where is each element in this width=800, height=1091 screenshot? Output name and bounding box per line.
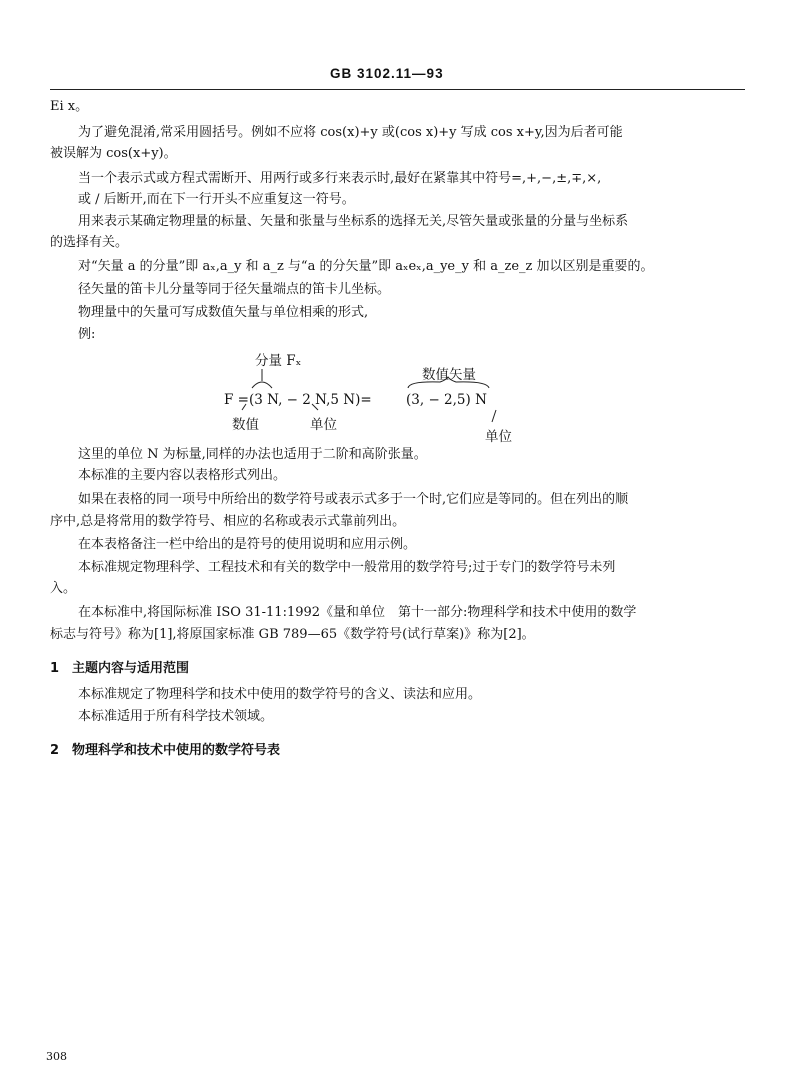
text-line: 如果在表格的同一项号中所给出的数学符号或表示式多于一个时,它们应是等同的。但在列出的顺 — [78, 492, 629, 507]
text-line: 物理量中的矢量可写成数值矢量与单位相乘的形式, — [78, 305, 369, 320]
text-line: 径矢量的笛卡儿分量等同于径矢量端点的笛卡儿坐标。 — [78, 282, 391, 297]
section-2-heading: 2 物理科学和技术中使用的数学符号表 — [50, 743, 281, 758]
text-line: 用来表示某确定物理量的标量、矢量和张量与坐标系的选择无关,尽管矢量或张量的分量与坐标系 — [78, 214, 629, 229]
text-line: 例: — [78, 327, 96, 342]
numeric-vector-label: 数值矢量 — [422, 367, 476, 383]
text-line: 入。 — [50, 581, 77, 596]
text-line: 本标准的主要内容以表格形式列出。 — [78, 468, 287, 483]
equation-right: (3, − 2,5) N — [406, 392, 487, 408]
page-number: 308 — [46, 1050, 67, 1063]
numeric-value-label: 数值 — [232, 417, 259, 433]
unit-label-right: 单位 — [485, 429, 512, 445]
equation-left: F =(3 N, − 2 N,5 N)= — [224, 392, 372, 408]
text-line: Ei x。 — [50, 99, 89, 114]
text-line: 被误解为 cos(x+y)。 — [50, 146, 177, 161]
text-line: 或 / 后断开,而在下一行开头不应重复这一符号。 — [78, 192, 355, 207]
component-label: 分量 Fₓ — [255, 353, 302, 369]
text-line: 的选择有关。 — [50, 235, 129, 250]
component-brace — [252, 382, 272, 388]
section-1-heading: 1 主题内容与适用范围 — [50, 661, 190, 676]
text-line: 本标准规定物理科学、工程技术和有关的数学中一般常用的数学符号;过于专门的数学符号未列 — [78, 560, 616, 575]
header-rule — [50, 89, 745, 90]
text-line: 本标准适用于所有科学技术领域。 — [78, 709, 274, 724]
text-line: 在本标准中,将国际标准 ISO 31-11:1992《量和单位 第十一部分:物理科学和技术中使用的数学 — [78, 605, 637, 620]
text-line: 序中,总是将常用的数学符号、相应的名称或表示式靠前列出。 — [50, 514, 406, 529]
text-line: 为了避免混淆,常采用圆括号。例如不应将 cos(x)+y 或(cos x)+y 写成 cos x+y,因为后者可能 — [78, 125, 623, 140]
text-line: 对“矢量 a 的分量”即 aₓ,a_y 和 a_z 与“a 的分矢量”即 aₓeₓ,a_ye_y 和 a_ze_z 加以区别是重要的。 — [78, 259, 654, 274]
standard-header: GB 3102.11—93 — [330, 66, 444, 81]
text-line: 本标准规定了物理科学和技术中使用的数学符号的含义、读法和应用。 — [78, 687, 482, 702]
text-line: 标志与符号》称为[1],将原国家标准 GB 789—65《数学符号(试行草案)》称为[2]。 — [50, 627, 535, 642]
unit-label: 单位 — [310, 417, 337, 433]
text-line: 在本表格备注一栏中给出的是符号的使用说明和应用示例。 — [78, 537, 417, 552]
text-line: 这里的单位 N 为标量,同样的办法也适用于二阶和高阶张量。 — [78, 447, 427, 462]
text-line: 当一个表示式或方程式需断开、用两行或多行来表示时,最好在紧靠其中符号=,+,−,±,∓,×, — [78, 171, 602, 186]
unit-right-pointer — [492, 410, 496, 422]
